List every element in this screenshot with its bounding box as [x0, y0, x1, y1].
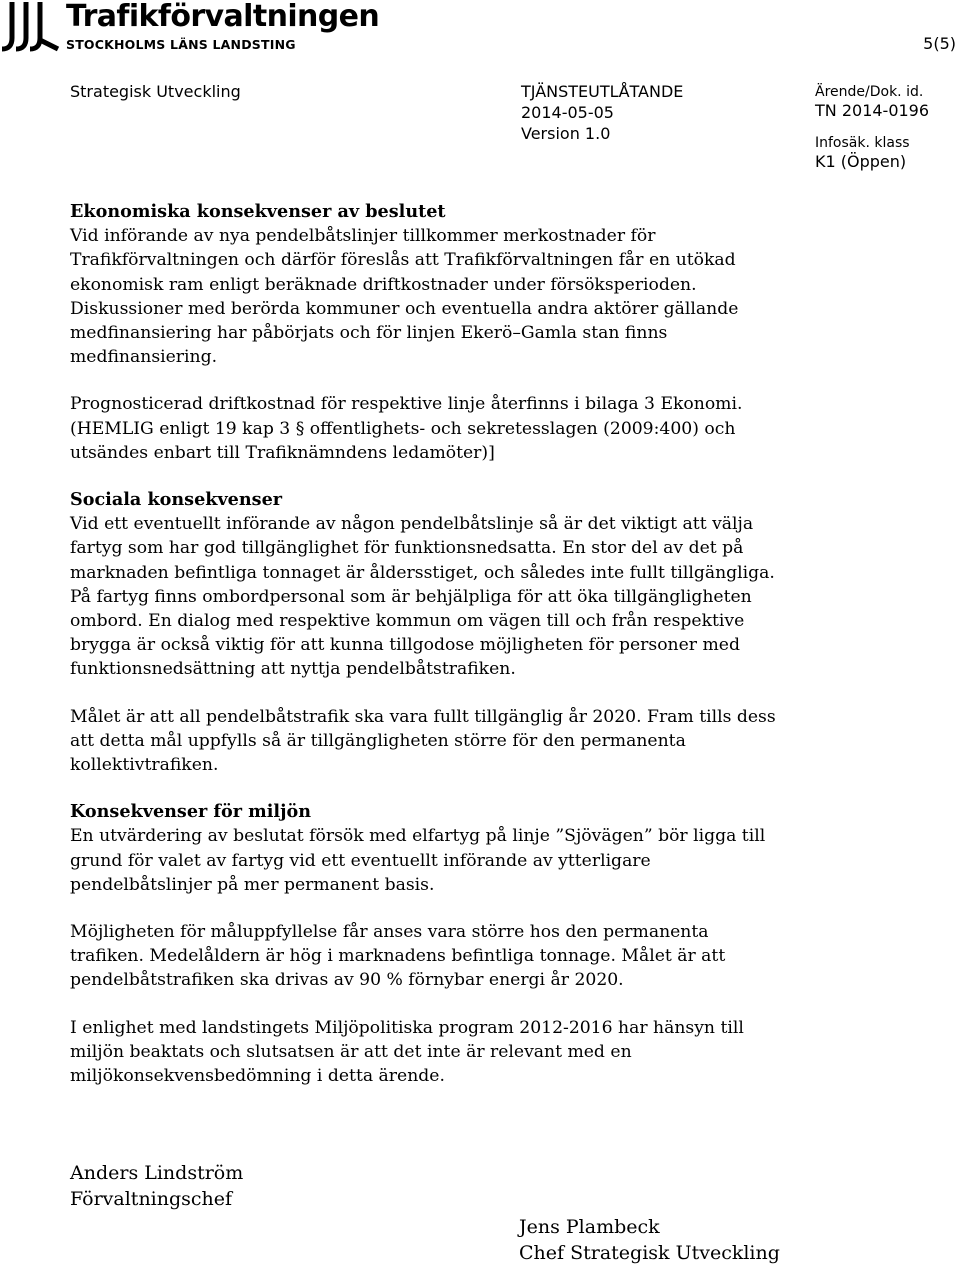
text-line: Prognosticerad driftkostnad för respektive linje återfinns i bilaga 3 Ekonomi.	[70, 394, 743, 415]
text-line: att detta mål uppfylls så är tillgängligheten större för den permanenta	[70, 730, 686, 751]
text-line: Diskussioner med berörda kommuner och eventuella andra aktörer gällande	[70, 298, 739, 319]
document-body	[70, 200, 830, 1088]
text-line: kollektivtrafiken.	[70, 755, 219, 776]
section-environmental-consequences	[70, 800, 830, 1088]
text-line: Målet är att all pendelbåtstrafik ska vara fullt tillgänglig år 2020. Fram tills dess	[70, 706, 776, 727]
section-heading: Ekonomiska konsekvenser av beslutet	[70, 201, 446, 222]
signature-block-2	[519, 1214, 780, 1266]
paragraph	[70, 1016, 830, 1089]
text-line: marknaden befintliga tonnaget är åldersstiget, och således inte fullt tillgängliga.	[70, 562, 775, 583]
signatory-name: Jens Plambeck	[519, 1216, 660, 1238]
text-line: I enlighet med landstingets Miljöpolitiska program 2012-2016 har hänsyn till	[70, 1017, 744, 1038]
document-type: TJÄNSTEUTLÅTANDE	[521, 82, 684, 101]
page-number: 5(5)	[923, 34, 956, 53]
text-line: Vid införande av nya pendelbåtslinjer tillkommer merkostnader för	[70, 226, 656, 247]
case-id: TN 2014-0196	[815, 101, 930, 120]
paragraph	[70, 224, 830, 369]
paragraph	[70, 512, 830, 681]
text-line: trafiken. Medelåldern är hög i marknadens befintliga tonnage. Målet är att	[70, 946, 726, 967]
logo-mark-icon	[0, 0, 62, 52]
paragraph	[70, 705, 830, 778]
document-version: Version 1.0	[521, 124, 611, 143]
document-date: 2014-05-05	[521, 103, 614, 122]
section-social-consequences	[70, 488, 830, 777]
text-line: funktionsnedsättning att nyttja pendelbåtstrafiken.	[70, 659, 516, 680]
classification-label: Infosäk. klass	[815, 135, 910, 151]
logo-name: Trafikförvaltningen	[66, 0, 380, 34]
text-line: En utvärdering av beslutat försök med elfartyg på linje ”Sjövägen” bör ligga till	[70, 826, 766, 847]
text-line: brygga är också viktig för att kunna tillgodose möjligheten för personer med	[70, 635, 740, 656]
text-line: miljökonsekvensbedömning i detta ärende.	[70, 1066, 445, 1087]
section-heading: Sociala konsekvenser	[70, 489, 283, 511]
case-label: Ärende/Dok. id.	[815, 84, 924, 100]
paragraph	[70, 392, 830, 465]
paragraph	[70, 824, 830, 897]
text-line: pendelbåtstrafiken ska drivas av 90 % förnybar energi år 2020.	[70, 970, 624, 991]
signature-block-1	[70, 1160, 243, 1212]
text-line: medfinansiering.	[70, 347, 218, 368]
text-line: ombord. En dialog med respektive kommun om vägen till och från respektive	[70, 611, 745, 632]
text-line: Trafikförvaltningen och därför föreslås att Trafikförvaltningen får en utökad	[70, 250, 736, 271]
text-line: utsändes enbart till Trafiknämndens ledamöter)]	[70, 442, 495, 463]
text-line: Vid ett eventuellt införande av någon pendelbåtslinje så är det viktigt att välja	[70, 514, 754, 535]
department: Strategisk Utveckling	[70, 82, 241, 101]
signatory-name: Anders Lindström	[70, 1162, 244, 1184]
text-line: medfinansiering har påbörjats och för linjen Ekerö–Gamla stan finns	[70, 323, 668, 344]
text-line: pendelbåtslinjer på mer permanent basis.	[70, 874, 435, 895]
organization-logo	[0, 0, 380, 52]
signatory-title: Förvaltningschef	[70, 1188, 233, 1210]
paragraph	[70, 920, 830, 993]
text-line: Möjligheten för måluppfyllelse får anses vara större hos den permanenta	[70, 922, 709, 943]
classification-value: K1 (Öppen)	[815, 152, 907, 171]
text-line: fartyg som har god tillgänglighet för funktionsnedsatta. En stor del av det på	[70, 538, 744, 559]
text-line: miljön beaktats och slutsatsen är att det inte är relevant med en	[70, 1041, 632, 1062]
section-heading: Konsekvenser för miljön	[70, 801, 311, 823]
signatory-title: Chef Strategisk Utveckling	[519, 1242, 780, 1264]
text-line: (HEMLIG enligt 19 kap 3 § offentlighets- och sekretesslagen (2009:400) och	[70, 418, 736, 439]
text-line: grund för valet av fartyg vid ett eventuellt införande av ytterligare	[70, 850, 651, 871]
text-line: ekonomisk ram enligt beräknade driftkostnader under försöksperioden.	[70, 274, 697, 295]
logo-subtitle: STOCKHOLMS LÄNS LANDSTING	[66, 37, 296, 52]
text-line: På fartyg finns ombordpersonal som är behjälpliga för att öka tillgängligheten	[70, 586, 752, 607]
section-economic-consequences	[70, 200, 830, 465]
